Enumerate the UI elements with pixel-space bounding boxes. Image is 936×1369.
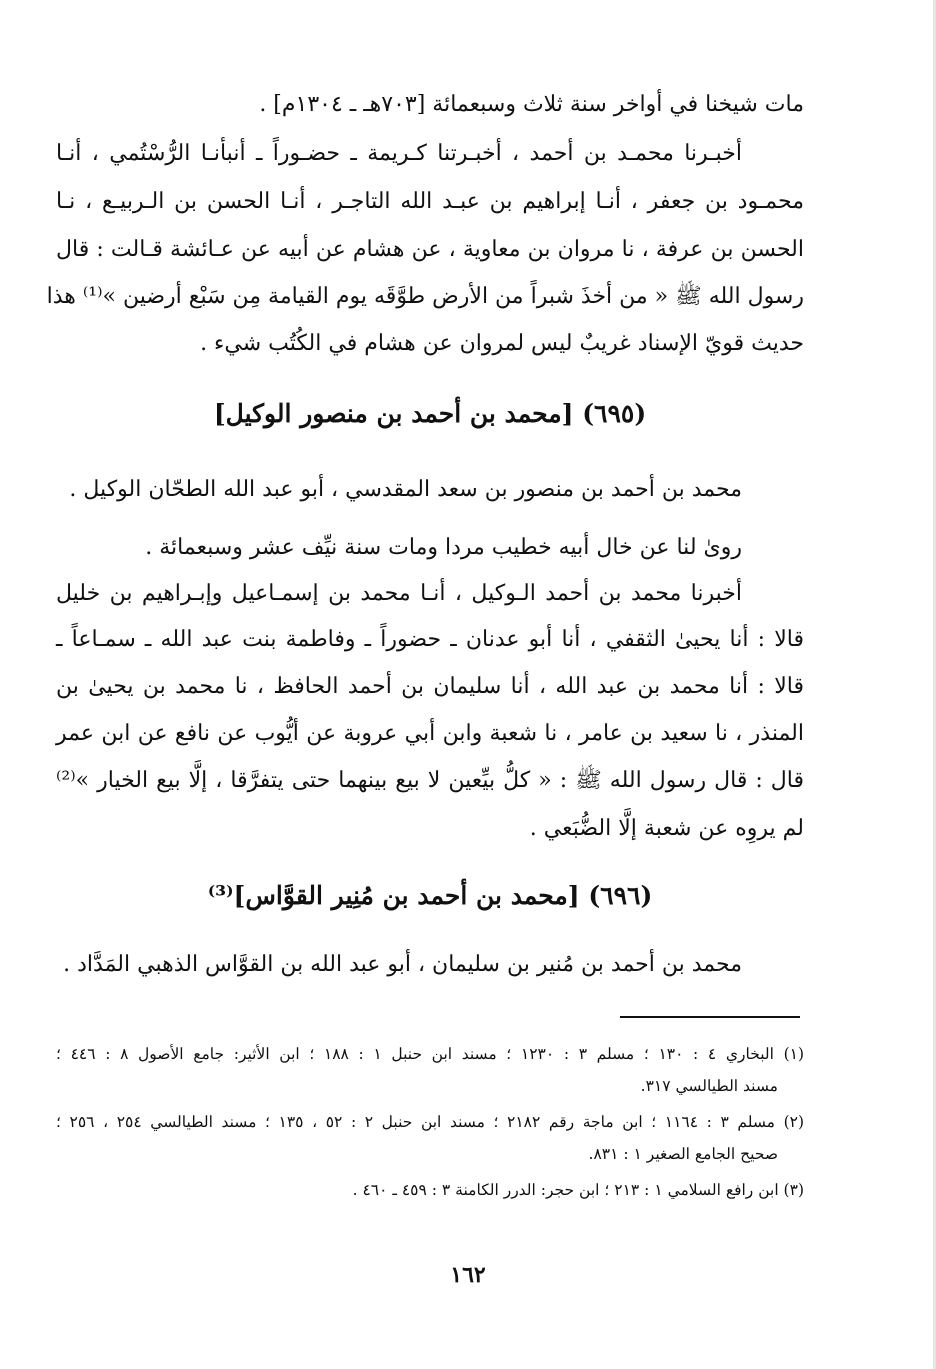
text-line: المنذر ، نا سعيد بن عامر ، نا شعبة وابن أبي عروبة عن أيُّوب عن نافع عن ابن عمر <box>56 721 804 746</box>
footnote-3-line1: (٣) ابن رافع السلامي ١ : ٢١٣ ؛ ابن حجر: الدرر الكامنة ٣ : ٤٥٩ ـ ٤٦٠ . <box>352 1181 804 1199</box>
text-line: قال : قال رسول الله ﷺ : « كلُّ بيِّعين لا بيع بينهما حتى يتفرَّقا ، إلَّا بيع الخيار »⁽²⁾ <box>56 768 804 793</box>
text-line: محمد بن أحمد بن منصور بن سعد المقدسي ، أبو عبد الله الطحّان الوكيل . <box>69 477 742 502</box>
footnote-separator <box>620 1016 800 1018</box>
text-line: أخبـرنا محمـد بن أحمد ، أخبـرتنا كـريمة ـ حضـوراً ـ أنبأنـا الرُّسْتُمي ، أنـا <box>56 141 742 166</box>
text-line: محمد بن أحمد بن مُنير بن سليمان ، أبو عبد الله بن القوَّاس الذهبي المَدَّاد . <box>63 952 742 977</box>
entry-heading-696: (٦٩٦) [محمد بن أحمد بن مُنِير القوَّاس]⁽³⁾ <box>207 881 653 910</box>
text-line: قالا : أنا يحيىٰ الثقفي ، أنا أبو عدنان ـ حضوراً ـ وفاطمة بنت عبد الله ـ سمـاعاً ـ <box>56 627 804 652</box>
text-line: الحسن بن عرفة ، نا مروان بن معاوية ، عن هشام عن أبيه عن عـائشة قـالت : قال <box>56 237 804 262</box>
page-number: ١٦٢ <box>450 1262 486 1288</box>
text-line: رسول الله ﷺ « من أخذَ شبراً من الأرض طوَّقَه يوم القيامة مِن سَبْع أرضين »⁽¹⁾ هذا <box>46 284 804 309</box>
text-line: لم يروِه عن شعبة إلَّا الضُّبَعي . <box>529 816 804 841</box>
footnote-2-line2: صحيح الجامع الصغير ١ : ٨٣١. <box>588 1145 778 1163</box>
text-line: حديث قويّ الإسناد غريبٌ ليس لمروان عن هشام في الكُتُب شيء . <box>200 331 804 356</box>
text-line: أخبرنا محمد بن أحمد الـوكيل ، أنـا محمد بن إسمـاعيل وإبـراهيم بن خليل <box>56 581 742 606</box>
footnote-2-line1: (٢) مسلم ٣ : ١١٦٤ ؛ ابن ماجة رقم ٢١٨٢ ؛ مسند ابن حنبل ٢ : ٥٢ ، ١٣٥ ؛ مسند الطيالسي ٢٥٤ ، ٢٥٦ ؛ <box>56 1113 805 1131</box>
text-line: روىٰ لنا عن خال أبيه خطيب مردا ومات سنة نيِّف عشر وسبعمائة . <box>145 535 742 560</box>
entry-heading-695: (٦٩٥) [محمد بن أحمد بن منصور الوكيل] <box>213 399 647 428</box>
text-line: قالا : أنا محمد بن عبد الله ، أنا سليمان بن أحمد الحافظ ، نا محمد بن يحيىٰ بن <box>56 674 804 699</box>
text-line: مات شيخنا في أواخر سنة ثلاث وسبعمائة [٧٠٣هـ ـ ١٣٠٤م] . <box>259 92 804 117</box>
text-line: محمـود بن جعفر ، أنـا إبراهيم بن عبـد الله التاجـر ، أنـا الحسن بن الـربيـع ، نـا <box>56 189 804 214</box>
footnote-1-line1: (١) البخاري ٤ : ١٣٠ ؛ مسلم ٣ : ١٢٣٠ ؛ مسند ابن حنبل ١ : ١٨٨ ؛ ابن الأثير: جامع الأصول ٨ : ٤٤٦ ؛ <box>56 1045 805 1063</box>
footnote-1-line2: مسند الطيالسي ٣١٧. <box>640 1077 778 1095</box>
